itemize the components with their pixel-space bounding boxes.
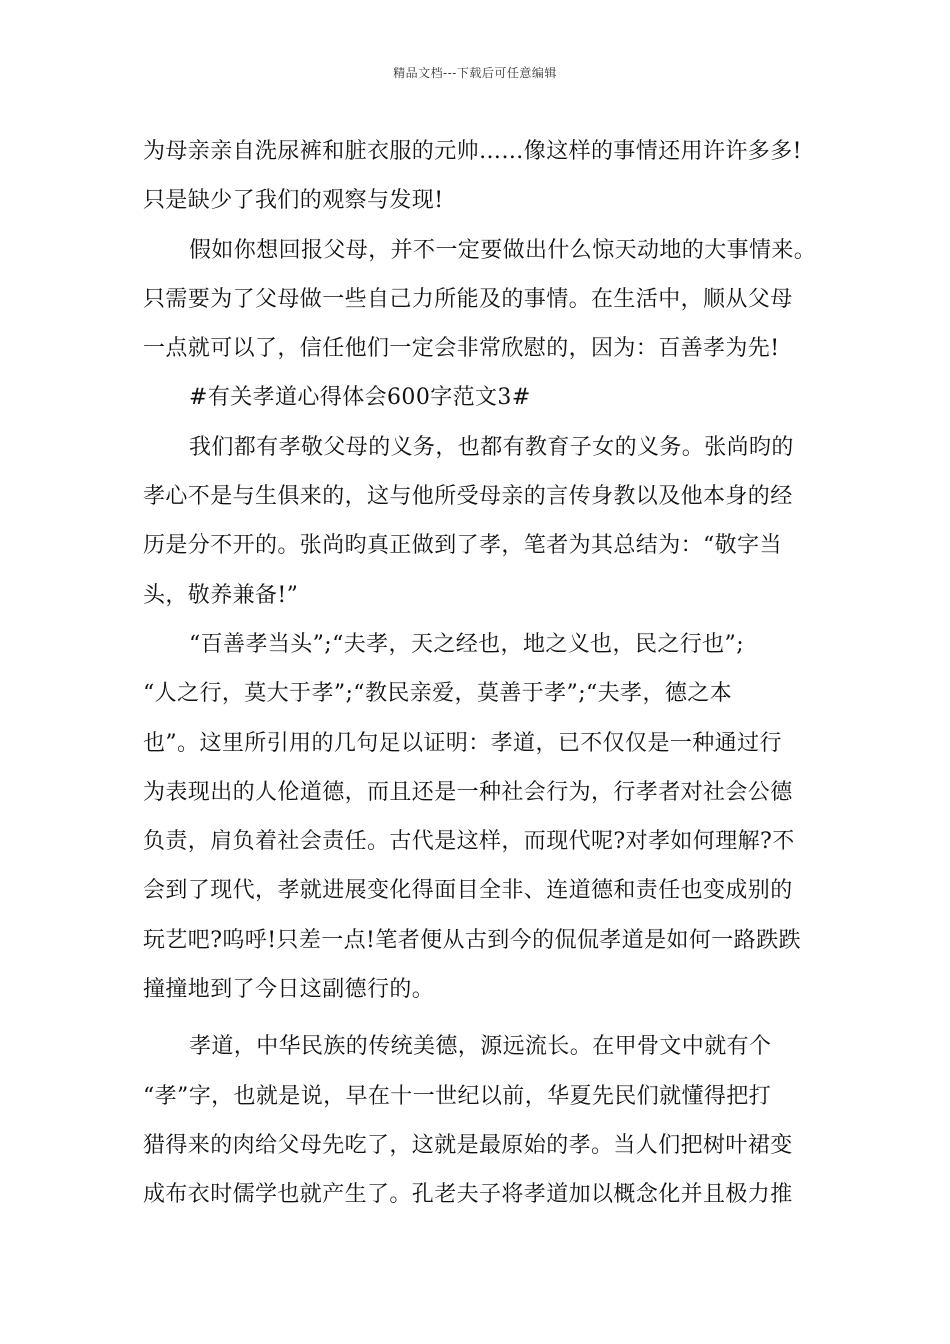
text-line: 成布衣时儒学也就产生了。孔老夫子将孝道加以概念化并且极力推 (143, 1182, 793, 1208)
text-line: 为表现出的人伦道德，而且还是一种社会行为，行孝者对社会公德 (143, 779, 793, 805)
paragraph-start-line: “百善孝当头”;“夫孝，天之经也，地之义也，民之行也”; (189, 631, 745, 657)
text-line: 玩艺吧?呜呼!只差一点!笔者便从古到今的侃侃孝道是如何一路跌跌 (143, 927, 801, 953)
text-line: 负责，肩负着社会责任。古代是这样，而现代呢?对孝如何理解?不 (143, 829, 795, 855)
text-line: “人之行，莫大于孝”;“教民亲爱，莫善于孝”;“夫孝，德之本 (143, 681, 733, 707)
text-line: 一点就可以了，信任他们一定会非常欣慰的，因为：百善孝为先! (143, 336, 780, 362)
text-line: 为母亲亲自洗尿裤和脏衣服的元帅……像这样的事情还用许许多多! (143, 139, 802, 164)
paragraph-gap (143, 1014, 813, 1022)
text-line: 头，敬养兼备!” (143, 582, 299, 608)
text-line: 猎得来的肉给父母先吃了，这就是最原始的孝。当人们把树叶裙变 (143, 1132, 793, 1158)
page-header: 精品文档---下载后可任意编辑 (393, 66, 557, 80)
text-line: 历是分不开的。张尚昀真正做到了孝，笔者为其总结为：“敬字当 (143, 533, 782, 559)
text-line: 孝心不是与生俱来的，这与他所受母亲的言传身教以及他本身的经 (143, 484, 793, 510)
text-line: 也”。这里所引用的几句足以证明：孝道，已不仅仅是一种通过行 (143, 730, 782, 756)
paragraph-start-line: 假如你想回报父母，并不一定要做出什么惊天动地的大事情来。 (189, 237, 817, 263)
text-line: 撞撞地到了今日这副德行的。 (143, 977, 435, 1003)
document-body (143, 127, 817, 1220)
section-heading: #有关孝道心得体会600字范文3# (189, 385, 531, 411)
text-line: 只是缺少了我们的观察与发现! (143, 188, 444, 214)
text-line: “孝”字，也就是说，早在十一世纪以前，华夏先民们就懂得把打 (143, 1083, 772, 1109)
paragraph-start-line: 我们都有孝敬父母的义务，也都有教育子女的义务。张尚昀的 (189, 434, 794, 460)
paragraph-start-line: 孝道，中华民族的传统美德，源远流长。在甲骨文中就有个 (189, 1034, 772, 1060)
text-line: 会到了现代，孝就进展变化得面目全非、连道德和责任也变成别的 (143, 878, 793, 904)
text-line: 只需要为了父母做一些自己力所能及的事情。在生活中，顺从父母 (143, 286, 793, 312)
